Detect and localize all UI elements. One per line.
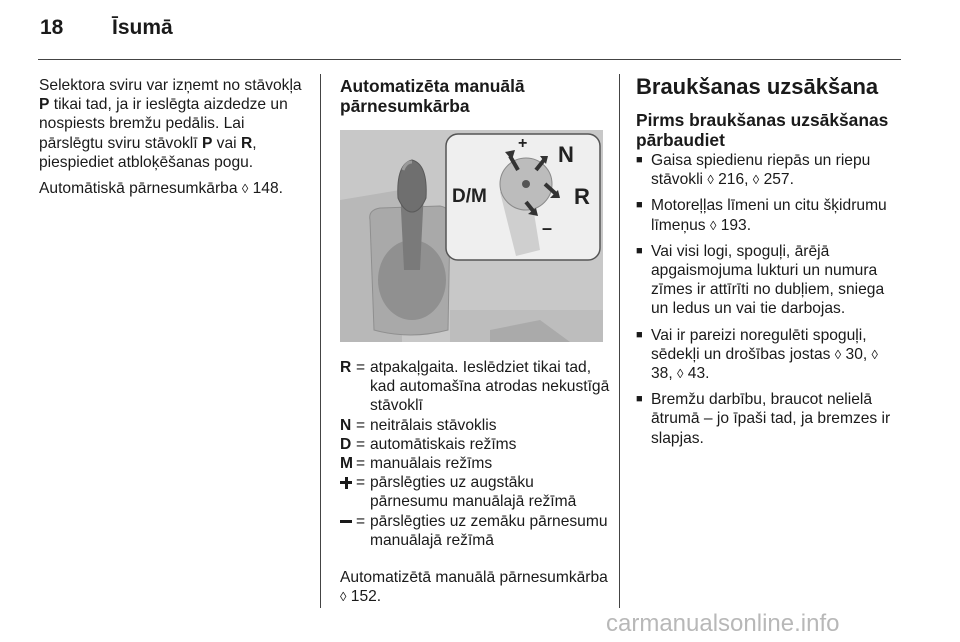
legend-row [340, 416, 610, 435]
page-reference-icon: ◊ [340, 589, 347, 605]
checklist-item: ■ Vai ir pareizi noregulēti spoguļi, sēdekļi un drošības jostas ◊ 30, ◊ 38, ◊ 43. [636, 326, 902, 384]
legend-text: manuālais režīms [370, 455, 493, 473]
legend-equals: = [356, 435, 366, 453]
page-reference-icon: ◊ [834, 346, 842, 362]
page-reference-icon: ◊ [709, 217, 717, 233]
legend-text: pārslēgties uz augstāku pārnesumu manuālajā režīmā [370, 474, 577, 511]
legend-equals: = [356, 512, 366, 530]
minus-symbol [340, 512, 352, 531]
figure-label-r: R [574, 184, 590, 209]
legend-key: R [340, 359, 352, 376]
legend-row [340, 358, 610, 416]
bold-text: P [39, 96, 50, 114]
legend-key: D [340, 435, 352, 453]
bold-text: P [201, 134, 213, 152]
selector-lever-paragraph: Selektora sviru var izņemt no stāvokļa P tikai tad, ja ir ieslēgta aizdedze un nospiests bremžu pedālis. Lai pārslēgtu sviru stāvoklī P vai R, piespiediet atbloķēšanas pogu. [39, 77, 302, 171]
gear-legend [340, 358, 610, 550]
legend-row [340, 473, 610, 511]
checklist-item: ■ Motoreļļas līmeni un citu šķidrumu līmeņus ◊ 193. [636, 196, 902, 234]
section-title-automated-manual: Automatizēta manuālā pārnesumkārba [340, 76, 525, 116]
legend-row [340, 454, 610, 473]
section-title-driving-start: Braukšanas uzsākšana [636, 74, 879, 99]
header-rule [38, 59, 901, 60]
gear-selector-illustration [340, 130, 603, 342]
figure-label-n: N [558, 142, 574, 167]
legend-text: automātiskais režīms [370, 435, 517, 453]
page-reference-icon: ◊ [707, 172, 714, 188]
plus-icon [340, 473, 356, 511]
page-reference-icon: ◊ [241, 181, 249, 197]
legend-text: pārslēgties uz zemāku pārnesumu manuālajā režīmā [370, 512, 608, 549]
checklist-subtitle: Pirms braukšanas uzsākšanas pārbaudiet [636, 110, 889, 150]
minus-icon [340, 512, 356, 550]
checklist-item: ■ Vai visi logi, spoguļi, ārējā apgaismojuma lukturi un numura zīmes ir attīrīti no dubļiem, sniega un ledus un vai tie darbojas. [636, 242, 902, 319]
watermark: carmanualsonline.info [606, 610, 840, 637]
legend-equals: = [356, 455, 366, 473]
checklist-item: ■ Gaisa spiedienu riepās un riepu stāvokli ◊ 216, ◊ 257. [636, 151, 902, 189]
automatic-transmission-reference: Automātiskā pārnesumkārba ◊ 148. [39, 180, 283, 198]
column-divider-2 [619, 74, 620, 608]
legend-row [340, 435, 610, 454]
legend-equals: = [356, 416, 366, 434]
legend-row [340, 512, 610, 550]
figure-label-plus: + [518, 135, 528, 152]
column-middle [340, 76, 610, 613]
legend-equals: = [356, 474, 366, 492]
legend-equals: = [356, 359, 366, 376]
page-heading: Īsumā [112, 16, 173, 39]
checklist-item: ■ Bremžu darbību, braucot nelielā ātrumā – jo īpaši tad, ja bremzes ir slapjas. [636, 390, 902, 448]
page-reference-icon: ◊ [752, 172, 760, 188]
column-right [636, 76, 902, 455]
figure-label-minus: – [542, 218, 553, 238]
legend-key: M [340, 455, 353, 473]
figure-label-dm: D/M [452, 186, 487, 207]
page-number: 18 [40, 16, 64, 39]
pre-drive-checklist [636, 151, 902, 448]
bold-text: R [240, 134, 253, 152]
automated-manual-reference: Automatizētā manuālā pārnesumkārba ◊ 152. [340, 569, 608, 606]
legend-text: neitrālais stāvoklis [370, 416, 497, 434]
page-reference-icon: ◊ [677, 366, 684, 382]
column-divider-1 [320, 74, 321, 608]
legend-key: N [340, 416, 352, 434]
legend-text: atpakaļgaita. Ieslēdziet tikai tad, kad automašīna atrodas nekustīgā stāvoklī [370, 359, 610, 415]
page-reference-icon: ◊ [871, 346, 878, 362]
column-left [39, 76, 309, 205]
plus-symbol [340, 473, 352, 492]
